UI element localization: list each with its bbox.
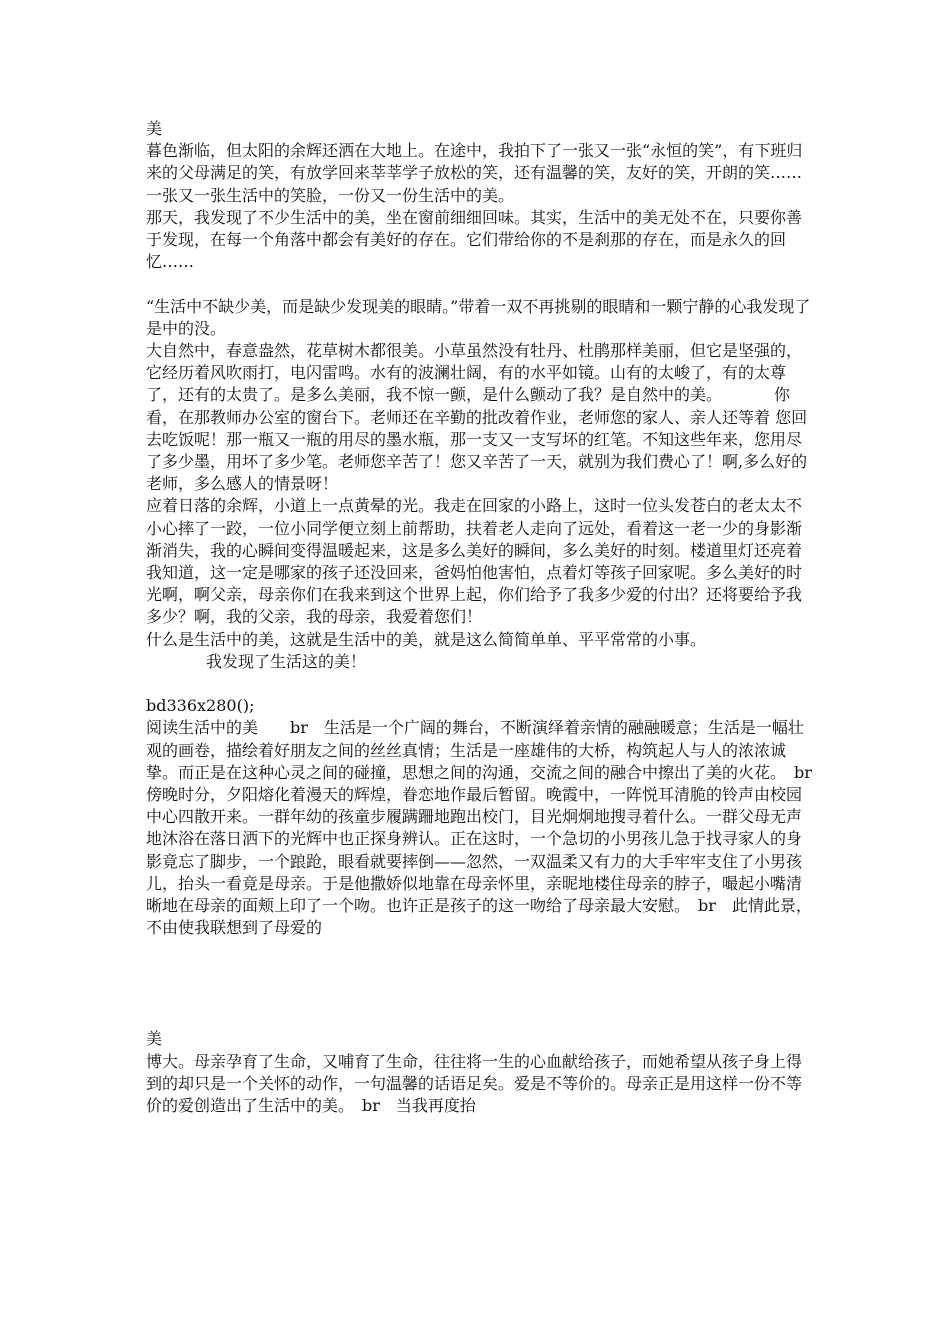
paragraph-smiles: 暮色渐临，但太阳的余辉还洒在大地上。在途中，我拍下了一张又一张“永恒的笑”，有下班归来的父母满足的笑，有放学回来莘莘学子放松的笑，还有温馨的笑，友好的笑，开朗的笑……一张又一张生活中的笑脸，一份又一份生活中的美。: [146, 141, 803, 205]
paragraph-reading: 阅读生活中的美 br 生活是一个广阔的舞台，不断演绎着亲情的融融暖意；生活是一幅壮观的画卷，描绘着好朋友之间的丝丝真情；生活是一座雄伟的大桥，构筑起人与人的浓浓诚挚。而正是在这种心灵之间的碰撞，思想之间的沟通，交流之间的融合中擦出了美的火花。 br 傍晚时分，夕阳熔化着漫天的辉煌，眷恋地作最后暂留。晚霞中，一阵悦耳清脆的铃声由校园中心四散开来。一群年幼的孩童步履蹒跚地跑出校门，目光炯炯地搜寻着什么。一群父母无声地沐浴在落日洒下的光辉中也正探身辨认。正在这时，一个急切的小男孩儿急于找寻家人的身影竟忘了脚步，一个踉跄，眼看就要摔倒——忽然，一双温柔又有力的大手牢牢支住了小男孩儿，抬头一看竟是母亲。于是他撒娇似地靠在母亲怀里，亲昵地楼住母亲的脖子，嘬起小嘴清晰地在母亲的面颊上印了一个吻。也许正是孩子的这一吻给了母亲最大安慰。 br 此情此景，不由使我联想到了母爱的: [146, 718, 828, 938]
blank-line: [146, 273, 814, 295]
ad-code: bd336x280();: [146, 696, 255, 716]
section-heading: 美: [146, 1029, 163, 1049]
paragraph-what-is-beauty: 什么是生活中的美，这就是生活中的美，就是这么简简单单、平平常常的小事。: [146, 629, 707, 649]
paragraph-discovery: 我发现了生活这的美！: [206, 651, 367, 671]
paragraph-quote: “生活中不缺少美，而是缺少发现美的眼睛。”带着一双不再挑剔的眼睛和一颗宁静的心我发现了是中的没。: [146, 296, 811, 338]
paragraph-sunset: 应着日落的余辉，小道上一点黄晕的光。我走在回家的小路上，这时一位头发苍白的老太太不小心摔了一跤，一位小同学便立刻上前帮助，扶着老人走向了远处，看着这一老一少的身影渐渐消失，我的心瞬间变得温暖起来，这是多么美好的瞬间，多么美好的时刻。楼道里灯还亮着我知道，这一定是哪家的孩子还没回来，爸妈怕他害怕，点着灯等孩子回家呢。多么美好的时光啊，啊父亲，母亲你们在我来到这个世界上起，你们给予了我多少爱的付出？还将要给予我多少？啊，我的父亲，我的母亲，我爱着您们！: [146, 496, 803, 627]
paragraph-reflection: 那天，我发现了不少生活中的美，坐在窗前细细回味。其实，生活中的美无处不在，只要你善于发现，在每一个角落中都会有美好的存在。它们带给你的不是刹那的存在，而是永久的回忆……: [146, 207, 803, 272]
paragraph-nature: [146, 340, 814, 495]
paragraph-teacher-text: 你看，在那教师办公室的窗台下。老师还在辛勤的批改着作业，老师您的家人、亲人还等着 您回去吃饭呢！那一瓶又一瓶的用尽的墨水瓶，那一支又一支写坏的红笔。不知这些年来，您用尽了多少墨，用坏了多少笔。老师您辛苦了！您又辛苦了一天，就别为我们费心了！啊,多么好的老师，多么感人的情景呀！: [146, 385, 808, 494]
document-page: [146, 118, 828, 1117]
blank-line: [146, 673, 814, 695]
paragraph-mother-love: 博大。母亲孕育了生命，又哺育了生命，往往将一生的心血献给孩子，而她希望从孩子身上得到的却只是一个关怀的动作，一句温馨的话语足矣。爱是不等价的。母亲正是用这样一份不等价的爱创造出了生活中的美。 br 当我再度抬: [146, 1051, 803, 1116]
page-break-gap: [146, 939, 814, 1028]
section-heading: 美: [146, 119, 163, 138]
paragraph-nature-text: 大自然中，春意盎然，花草树木都很美。小草虽然没有牡丹、杜鹃那样美丽，但它是坚强的，它经历着风吹雨打，电闪雷鸣。水有的波澜壮阔，有的水平如镜。山有的太峻了，有的太尊了，还有的太贵了。是多么美丽，我不惊一颤，是什么颤动了我？是自然中的美。: [146, 341, 803, 405]
